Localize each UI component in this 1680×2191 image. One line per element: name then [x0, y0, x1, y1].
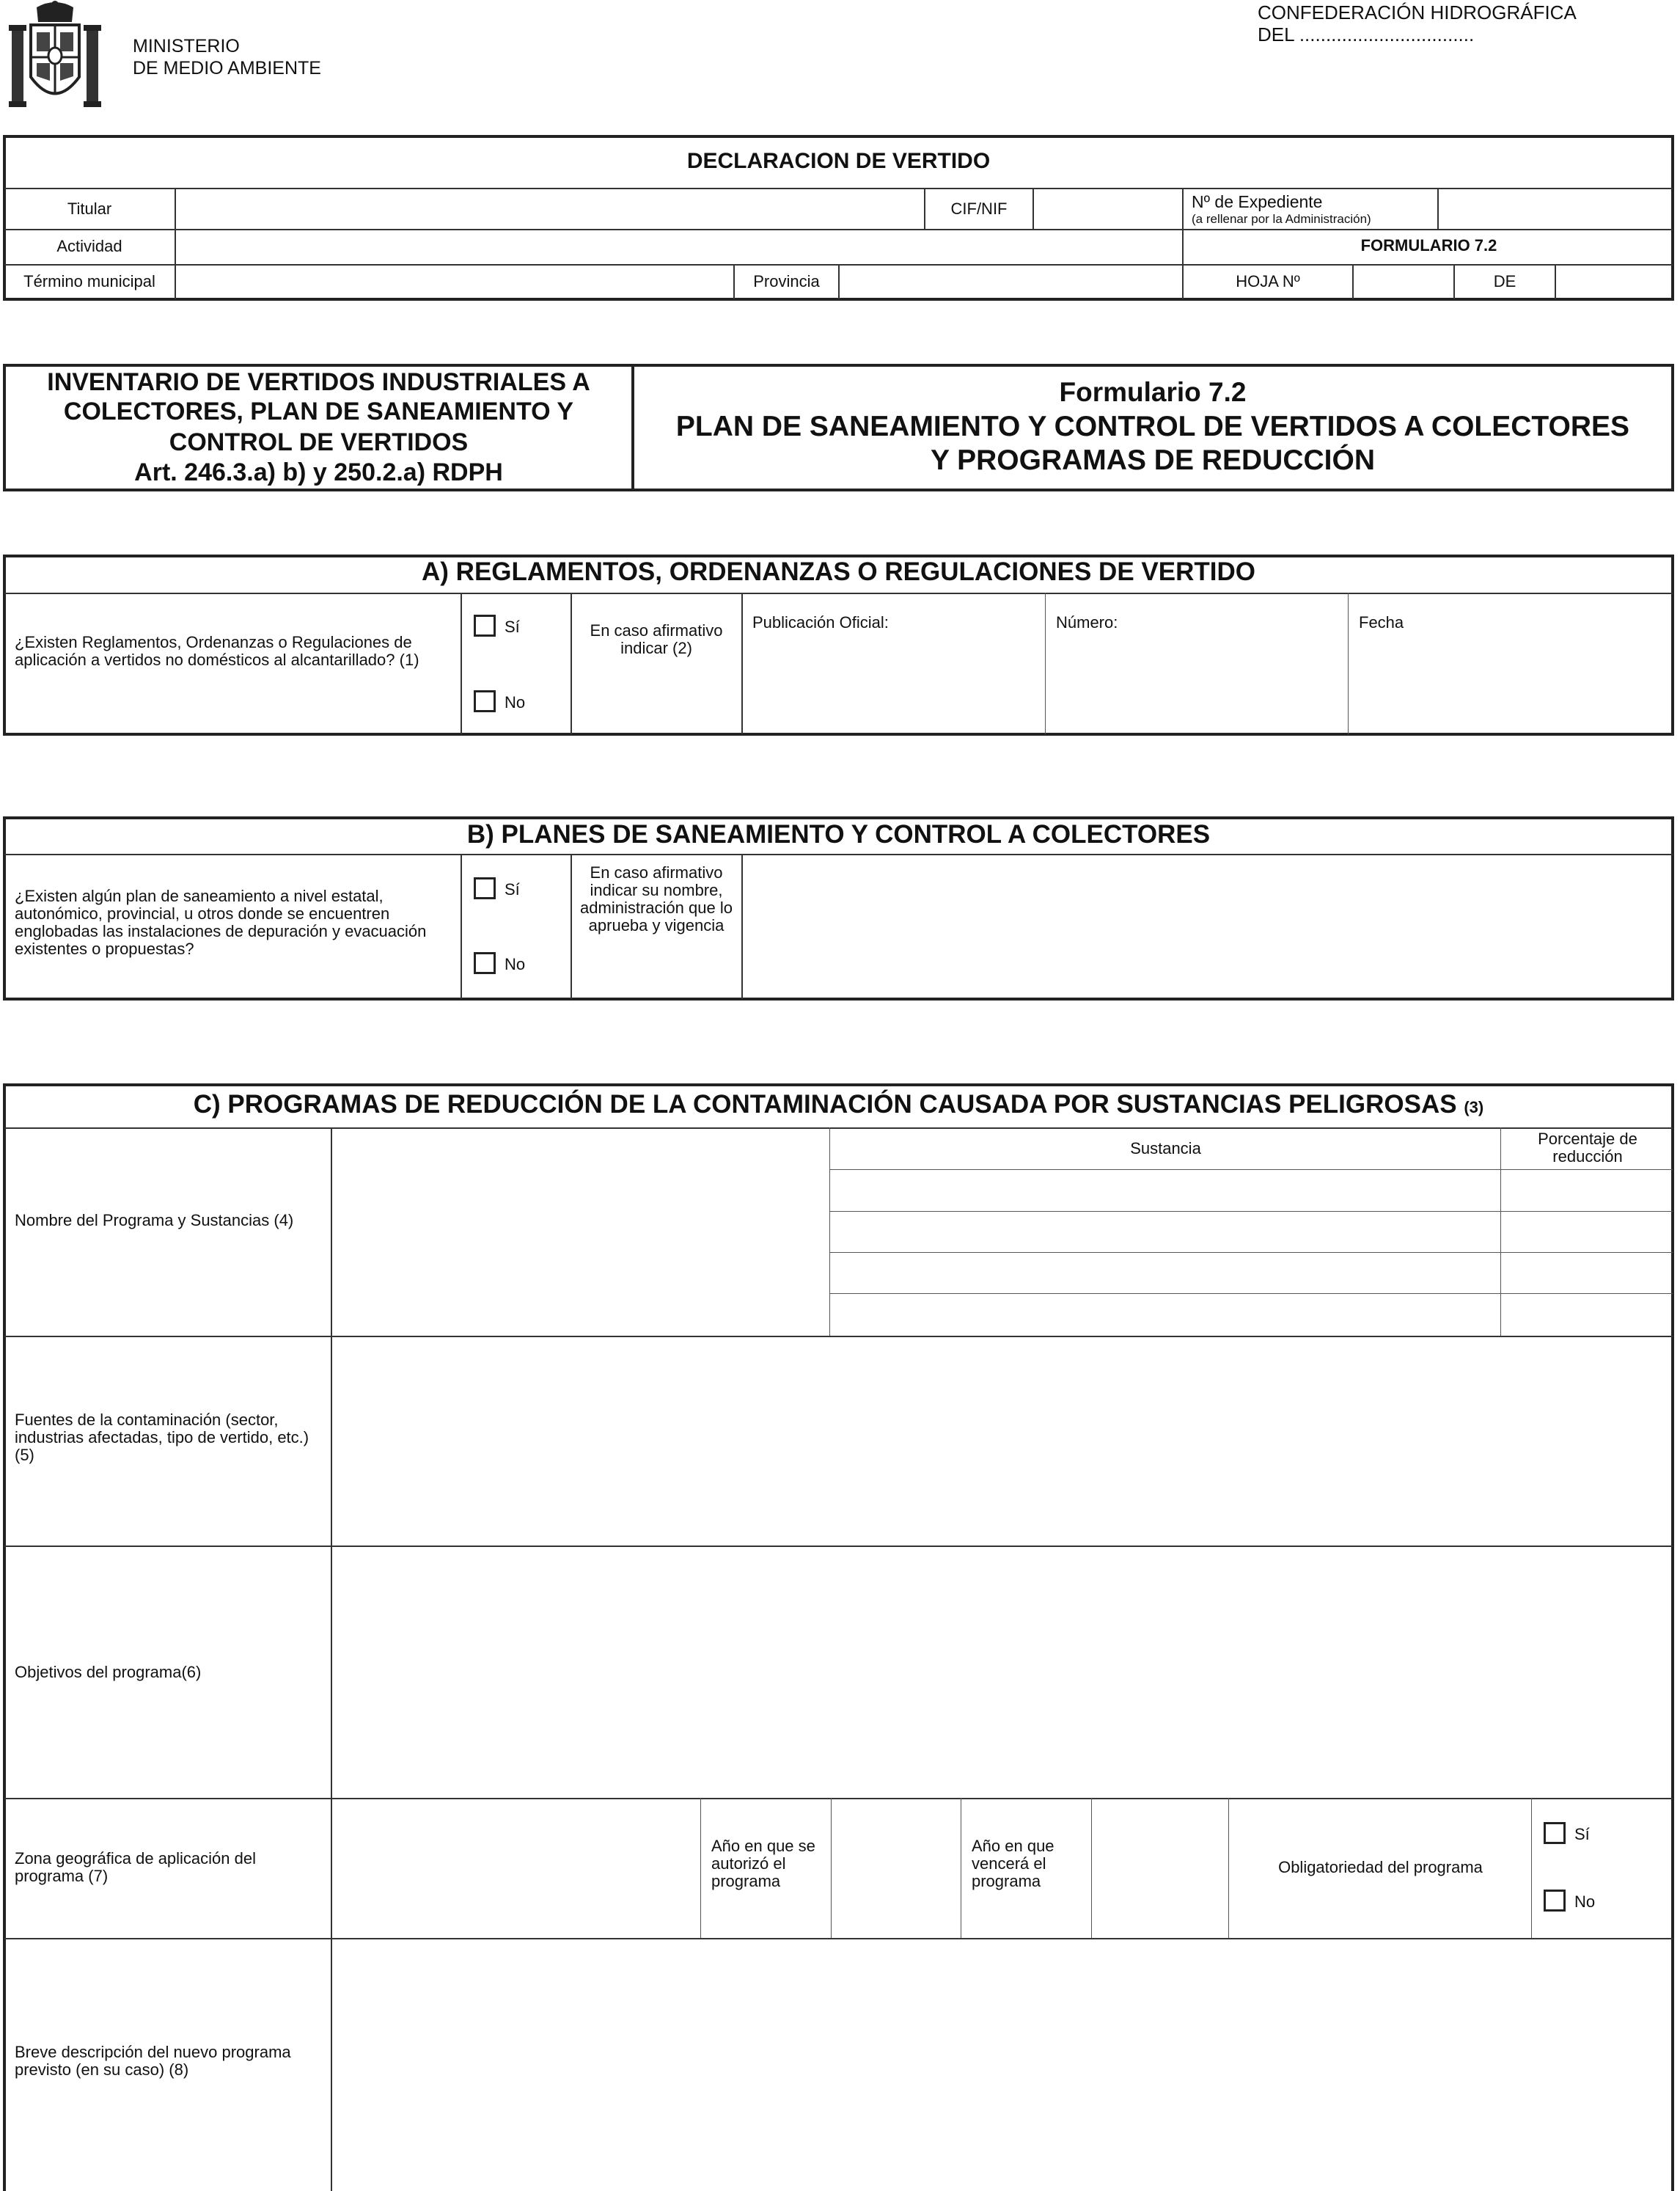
- porcentaje-field-3[interactable]: [1503, 1254, 1672, 1292]
- formulario-label: FORMULARIO 7.2: [1360, 236, 1497, 255]
- fecha-label: Fecha: [1359, 613, 1404, 632]
- section-a-si-checkbox[interactable]: [474, 615, 496, 637]
- obligatoriedad-label: Obligatoriedad del programa: [1278, 1858, 1483, 1876]
- termino-label: Término municipal: [23, 272, 155, 290]
- expediente-label: Nº de Expediente: [1192, 192, 1323, 211]
- section-a-title: A) REGLAMENTOS, ORDENANZAS O REGULACIONES DE VERTIDO: [422, 557, 1255, 586]
- obligatoriedad-si-checkbox[interactable]: [1544, 1822, 1566, 1844]
- section-b-question: ¿Existen algún plan de saneamiento a nivel estatal, autonómico, provincial, u otros donde se encuentren englobadas las instalaciones de depuración y evacuación existentes o propuestas?: [15, 887, 427, 958]
- formulario-line-2: PLAN DE SANEAMIENTO Y CONTROL DE VERTIDOS A COLECTORES: [675, 411, 1630, 442]
- sustancia-field-1[interactable]: [832, 1171, 1499, 1210]
- section-c-title-text: C) PROGRAMAS DE REDUCCIÓN DE LA CONTAMINACIÓN CAUSADA POR SUSTANCIAS PELIGROSAS: [193, 1090, 1457, 1119]
- ministry-line-2: DE MEDIO AMBIENTE: [133, 58, 321, 78]
- section-a-no-label: No: [505, 693, 526, 712]
- declaracion-title: DECLARACION DE VERTIDO: [686, 149, 991, 173]
- ministry-line-1: MINISTERIO: [133, 36, 240, 56]
- termino-field[interactable]: [177, 266, 732, 298]
- titular-field[interactable]: [177, 189, 922, 227]
- actividad-field[interactable]: [177, 230, 1181, 263]
- hoja-label: HOJA Nº: [1236, 272, 1300, 290]
- section-a-question: ¿Existen Reglamentos, Ordenanzas o Regulaciones de aplicación a vertidos no domésticos al alcantarillado? (1): [15, 633, 419, 669]
- section-b-title: B) PLANES DE SANEAMIENTO Y CONTROL A COLECTORES: [466, 820, 1211, 849]
- breve-descripcion-label: Breve descripción del nuevo programa previsto (en su caso) (8): [15, 2043, 291, 2079]
- section-b-answer-field[interactable]: [744, 857, 1672, 998]
- section-b-no-label: No: [505, 955, 526, 973]
- confederacion-line-1: CONFEDERACIÓN HIDROGRÁFICA: [1258, 1, 1577, 23]
- publicacion-label: Publicación Oficial:: [752, 613, 889, 632]
- inventario-line-2: COLECTORES, PLAN DE SANEAMIENTO Y: [63, 398, 574, 425]
- ano-vencera-field[interactable]: [1094, 1801, 1227, 1936]
- sustancia-header: Sustancia: [1130, 1139, 1201, 1157]
- fecha-field[interactable]: [1351, 635, 1672, 732]
- zona-label: Zona geográfica de aplicación del programa (7): [15, 1849, 257, 1885]
- titular-label: Titular: [67, 200, 112, 218]
- porcentaje-field-1[interactable]: [1503, 1171, 1672, 1210]
- breve-descripcion-field[interactable]: [334, 1941, 1672, 2191]
- obligatoriedad-no-checkbox[interactable]: [1544, 1890, 1566, 1912]
- ano-autorizo-label: Año en que se autorizó el programa: [711, 1837, 815, 1890]
- cif-field[interactable]: [1035, 189, 1181, 227]
- numero-field[interactable]: [1048, 635, 1346, 732]
- zona-field[interactable]: [334, 1801, 699, 1936]
- porcentaje-field-2[interactable]: [1503, 1213, 1672, 1251]
- section-a-caso: En caso afirmativo indicar (2): [590, 621, 723, 657]
- porcentaje-header: Porcentaje de reducción: [1538, 1130, 1637, 1166]
- sustancia-field-3[interactable]: [832, 1254, 1499, 1292]
- formulario-line-3: Y PROGRAMAS DE REDUCCIÓN: [930, 445, 1375, 476]
- nombre-programa-field[interactable]: [334, 1130, 828, 1334]
- nombre-programa-label: Nombre del Programa y Sustancias (4): [15, 1211, 294, 1229]
- actividad-label: Actividad: [56, 237, 122, 255]
- inventario-line-3: CONTROL DE VERTIDOS: [169, 428, 469, 456]
- formulario-line-1: Formulario 7.2: [1059, 377, 1247, 407]
- obligatoriedad-no-label: No: [1574, 1892, 1596, 1911]
- ano-vencera-label: Año en que vencerá el programa: [972, 1837, 1054, 1890]
- section-b-caso: En caso afirmativo indicar su nombre, administración que lo aprueba y vigencia: [580, 863, 733, 934]
- objetivos-label: Objetivos del programa(6): [15, 1663, 202, 1681]
- provincia-label: Provincia: [753, 272, 820, 290]
- section-b-si-checkbox[interactable]: [474, 877, 496, 899]
- inventario-line-1: INVENTARIO DE VERTIDOS INDUSTRIALES A: [47, 368, 590, 396]
- confederacion-line-2: DEL .................................: [1258, 23, 1475, 45]
- coat-of-arms-logo: [7, 0, 103, 116]
- fuentes-label: Fuentes de la contaminación (sector, industrias afectadas, tipo de vertido, etc.) (5): [15, 1411, 309, 1464]
- publicacion-field[interactable]: [744, 635, 1043, 732]
- obligatoriedad-si-label: Sí: [1574, 1825, 1590, 1843]
- inventario-line-4: Art. 246.3.a) b) y 250.2.a) RDPH: [134, 458, 503, 486]
- expediente-field[interactable]: [1440, 189, 1672, 227]
- sustancia-field-4[interactable]: [832, 1295, 1499, 1334]
- objetivos-field[interactable]: [334, 1548, 1672, 1796]
- hoja-field[interactable]: [1355, 266, 1452, 298]
- section-a-no-checkbox[interactable]: [474, 690, 496, 712]
- provincia-field[interactable]: [841, 266, 1181, 298]
- de-field[interactable]: [1558, 266, 1672, 298]
- section-c-title: [3, 1090, 1674, 1122]
- sustancia-field-2[interactable]: [832, 1213, 1499, 1251]
- ano-autorizo-field[interactable]: [834, 1801, 959, 1936]
- porcentaje-field-4[interactable]: [1503, 1295, 1672, 1334]
- section-a-si-label: Sí: [505, 618, 520, 636]
- section-b-no-checkbox[interactable]: [474, 952, 496, 974]
- de-label: DE: [1493, 272, 1516, 290]
- fuentes-field[interactable]: [334, 1339, 1672, 1544]
- section-b-si-label: Sí: [505, 880, 520, 899]
- section-c-title-note: (3): [1464, 1098, 1484, 1116]
- numero-label: Número:: [1056, 613, 1118, 632]
- cif-label: CIF/NIF: [950, 200, 1008, 218]
- expediente-note: (a rellenar por la Administración): [1192, 212, 1371, 226]
